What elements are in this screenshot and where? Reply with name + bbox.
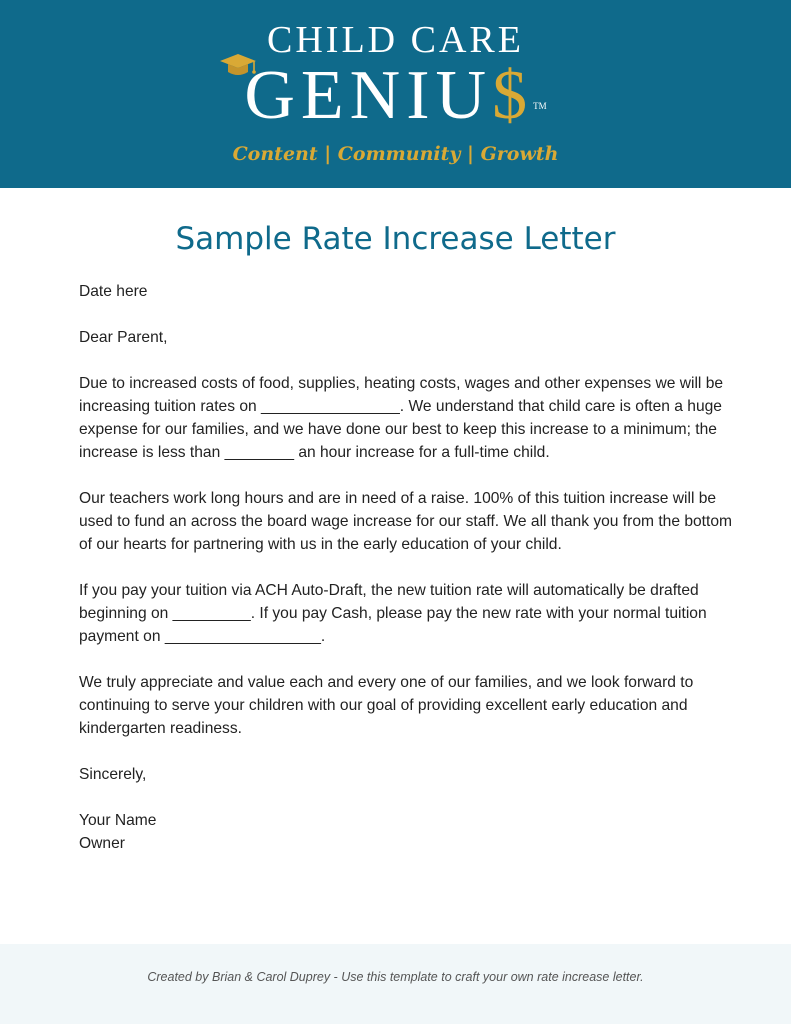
signature-name: Your Name	[79, 812, 157, 829]
letter-salutation: Dear Parent,	[79, 329, 168, 346]
page-title: Sample Rate Increase Letter	[175, 221, 616, 257]
letter-date: Date here	[79, 283, 148, 300]
letter-body	[79, 280, 739, 910]
logo-dollar-sign: $	[492, 57, 534, 134]
letter-paragraph-3: If you pay your tuition via ACH Auto-Draft, the new tuition rate will automatically be drafted beginning on _________. If you pay Cash, please pay the new rate with your normal tuition payment on __________________.	[79, 582, 707, 645]
letter-paragraph-4: We truly appreciate and value each and every one of our families, and we look forward to continuing to serve your children with our goal of providing excellent early education and kindergarten readiness.	[79, 674, 694, 737]
letter-paragraph-2: Our teachers work long hours and are in need of a raise. 100% of this tuition increase will be used to fund an across the board wage increase for our staff. We all thank you from the bottom of our hearts for partnering with us in the early education of your child.	[79, 490, 732, 553]
letter-paragraph-1: Due to increased costs of food, supplies, heating costs, wages and other expenses we will be increasing tuition rates on ________________. We understand that child care is often a huge expense for our families, and we have done our best to keep this increase to a minimum; the increase is less than ________ an hour increase for a full-time child.	[79, 375, 724, 461]
letter-closing: Sincerely,	[79, 766, 147, 783]
signature-title: Owner	[79, 835, 125, 852]
logo-genius-text: GENIU	[244, 57, 493, 134]
tagline: Content | Community | Growth	[232, 143, 559, 165]
logo-wordmark	[0, 58, 791, 134]
header-banner	[0, 0, 791, 188]
footer	[0, 944, 791, 1024]
footer-credit: Created by Brian & Carol Duprey - Use this template to craft your own rate increase letter.	[147, 970, 644, 984]
logo-line-child-care: CHILD CARE	[267, 19, 524, 61]
trademark-mark: TM	[533, 101, 547, 111]
